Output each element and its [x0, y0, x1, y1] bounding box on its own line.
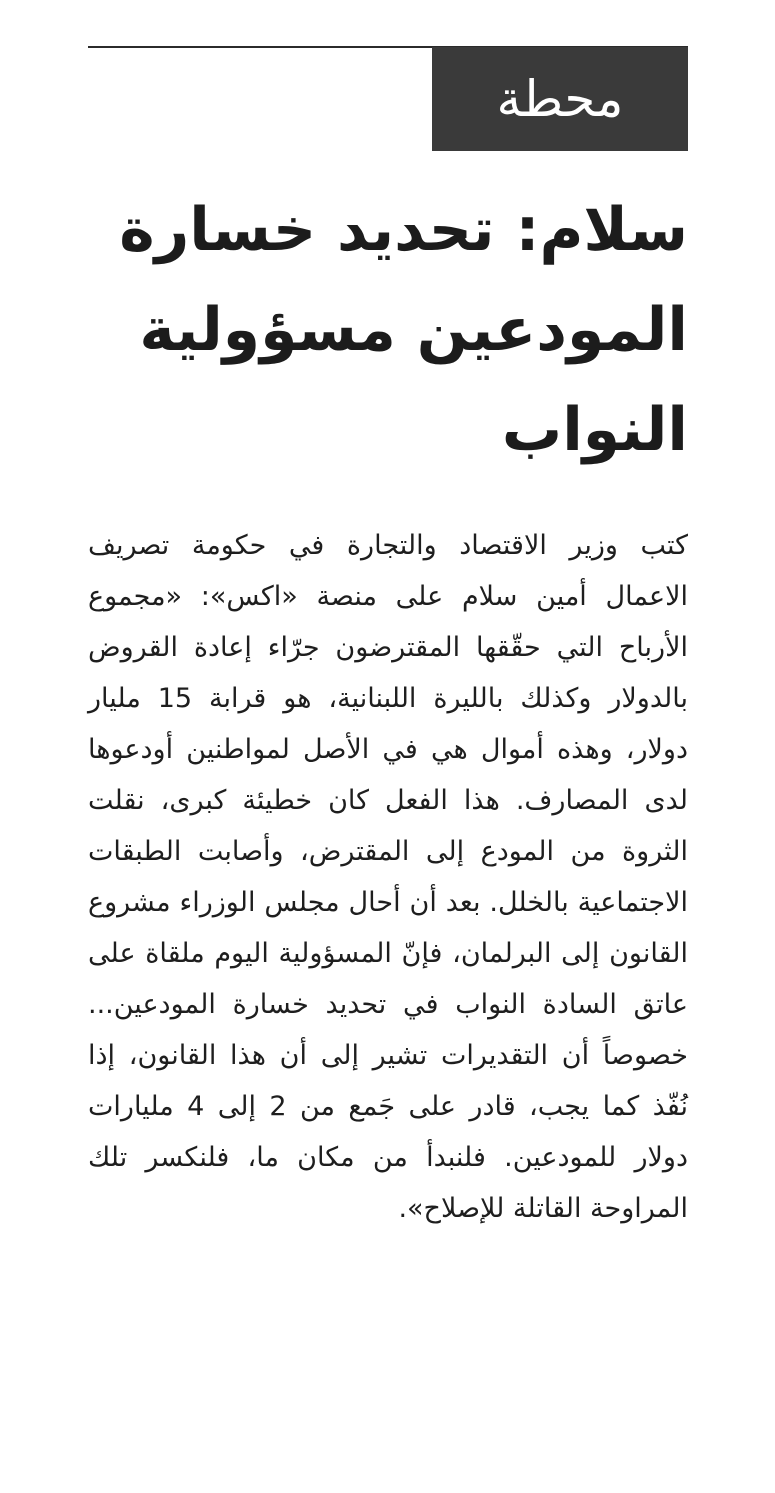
article-headline: سلام: تحديد خسارة المودعين مسؤولية النواب [119, 195, 688, 465]
section-label: محطة [432, 47, 688, 151]
article-body: كتب وزير الاقتصاد والتجارة في حكومة تصريف الاعمال أمين سلام على منصة «اكس»: «مجموع الأرباح التي حقّقها المقترضون جرّاء إعادة القروض بالدولار وكذلك بالليرة اللبنانية، هو قرابة 15 مليار دولار، وهذه أموال هي في الأصل لمواطنين أودعوها لدى المصارف. هذا الفعل كان خطيئة كبرى، نقلت الثروة من المودع إلى المقترض، وأصابت الطبقات الاجتماعية بالخلل. بعد أن أحال مجلس الوزراء مشروع القانون إلى البرلمان، فإنّ المسؤولية اليوم ملقاة على عاتق السادة النواب في تحديد خسارة المودعين... خصوصاً أن التقديرات تشير إلى أن هذا القانون، إذا نُفّذ كما يجب، قادر على جَمع من 2 إلى 4 مليارات دولار للمودعين. فلنبدأ من مكان ما، فلنكسر تلك المراوحة القاتلة للإصلاح». [88, 530, 688, 1224]
